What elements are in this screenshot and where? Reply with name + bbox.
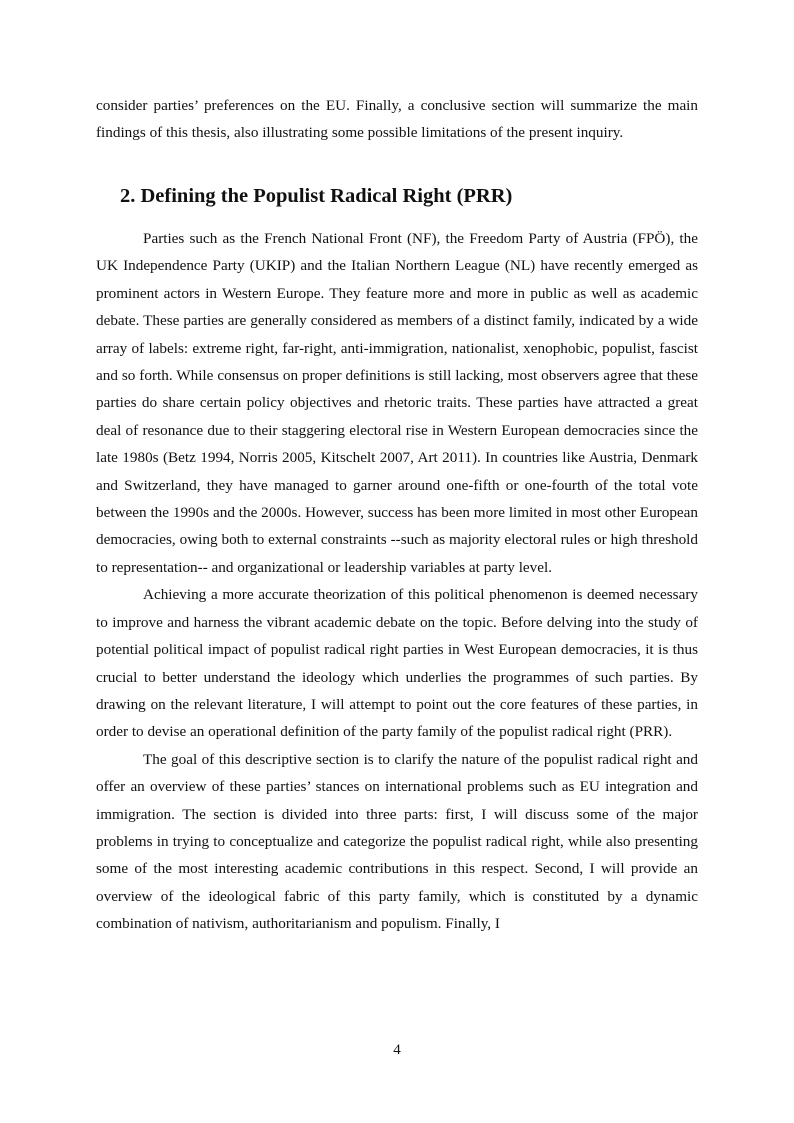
page-number: 4 (393, 1042, 401, 1058)
paragraph-3: The goal of this descriptive section is to clarify the nature of the populist radical right and offer an overview of these parties’ stances on international problems such as EU integration and immigration. The section is divided into three parts: first, I will discuss some of the major problems in trying to conceptualize and categorize the populist radical right, while also presenting some of the most interesting academic contributions in this respect. Second, I will provide an overview of the ideological fabric of this party family, which is constituted by a dynamic combination of nativism, authoritarianism and populism. Finally, I (96, 750, 698, 933)
section-body (96, 225, 698, 938)
paragraph-2: Achieving a more accurate theorization of this political phenomenon is deemed necessary to improve and harness the vibrant academic debate on the topic. Before delving into the study of potential political impact of populist radical right parties in West European democracies, it is thus crucial to better understand the ideology which underlies the programmes of such parties. By drawing on the relevant literature, I will attempt to point out the core features of these parties, in order to devise an operational definition of the party family of the populist radical right (PRR). (96, 586, 698, 741)
paragraph-1: Parties such as the French National Front (NF), the Freedom Party of Austria (FPÖ), the UK Independence Party (UKIP) and the Italian Northern League (NL) have recently emerged as prominent actors in Western Europe. They feature more and more in public as well as academic debate. These parties are generally considered as members of a distinct family, indicated by a wide array of labels: extreme right, far-right, anti-immigration, nationalist, xenophobic, populist, fascist and so forth. While consensus on proper definitions is still lacking, most observers agree that these parties do share certain policy objectives and rhetoric traits. These parties have attracted a great deal of resonance due to their staggering electoral rise in Western European democracies since the late 1980s (Betz 1994, Norris 2005, Kitschelt 2007, Art 2011). In countries like Austria, Denmark and Switzerland, they have managed to garner around one-fifth or one-fourth of the total vote between the 1990s and the 2000s. However, success has been more limited in most other European democracies, owing both to external constraints --such as majority electoral rules or high threshold to representation-- and organizational or leadership variables at party level. (96, 230, 698, 576)
intro-paragraph: consider parties’ preferences on the EU. Finally, a conclusive section will summarize the main findings of this thesis, also illustrating some possible limitations of the present inquiry. (96, 97, 698, 142)
section-heading: 2. Defining the Populist Radical Right (PRR) (120, 185, 513, 207)
